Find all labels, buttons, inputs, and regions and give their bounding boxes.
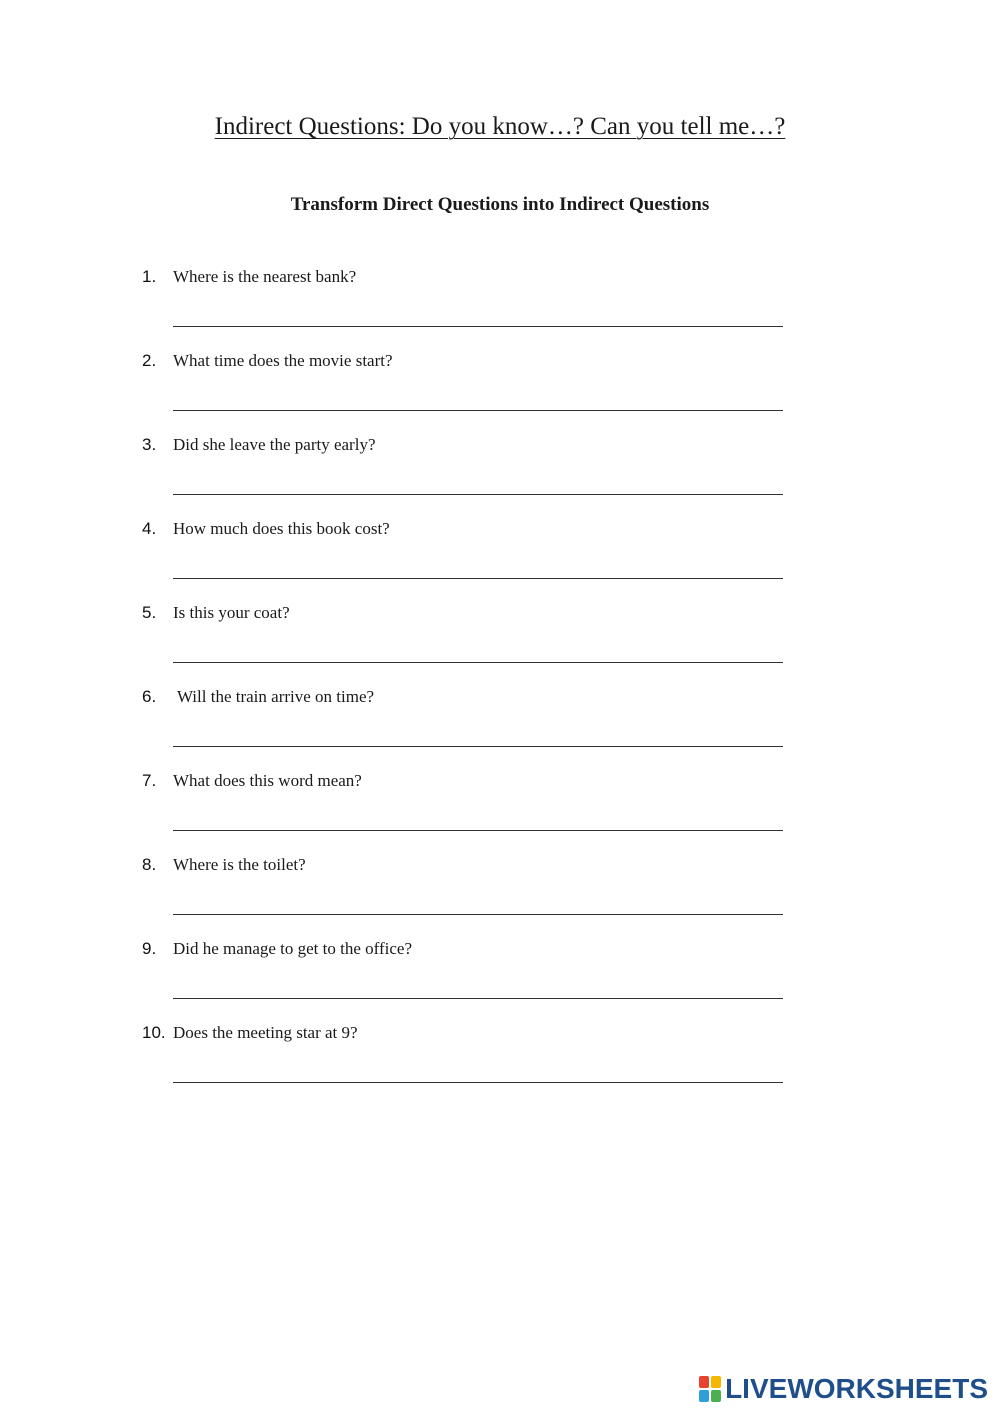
- question-item: [142, 600, 802, 684]
- question-item: [142, 1020, 802, 1104]
- question-number: 10.: [142, 1023, 166, 1042]
- brand-name: LIVEWORKSHEETS: [725, 1373, 988, 1404]
- question-text: Does the meeting star at 9?: [173, 1023, 358, 1042]
- answer-line[interactable]: [173, 914, 783, 915]
- answer-line[interactable]: [173, 998, 783, 999]
- answer-line[interactable]: [173, 578, 783, 579]
- question-item: [142, 936, 802, 1020]
- page-title: Indirect Questions: Do you know…? Can you tell me…?: [214, 113, 786, 140]
- question-number: 9.: [142, 939, 157, 958]
- question-item: [142, 516, 802, 600]
- answer-line[interactable]: [173, 410, 783, 411]
- question-number: 4.: [142, 519, 157, 538]
- question-text: Where is the nearest bank?: [173, 267, 357, 286]
- liveworksheets-brand[interactable]: [699, 1372, 988, 1406]
- question-item: [142, 768, 802, 852]
- instructions-heading: Transform Direct Questions into Indirect Questions: [290, 194, 710, 215]
- answer-line[interactable]: [173, 830, 783, 831]
- answer-line[interactable]: [173, 1082, 783, 1083]
- answer-line[interactable]: [173, 494, 783, 495]
- question-number: 8.: [142, 855, 157, 874]
- question-item: [142, 264, 802, 348]
- question-text: Where is the toilet?: [173, 855, 306, 874]
- question-text: What does this word mean?: [173, 771, 362, 790]
- question-text: Did she leave the party early?: [173, 435, 376, 454]
- question-number: 2.: [142, 351, 157, 370]
- liveworksheets-logo-icon: [699, 1376, 721, 1402]
- question-text: Did he manage to get to the office?: [173, 939, 413, 958]
- question-text: How much does this book cost?: [173, 519, 390, 538]
- question-text: Will the train arrive on time?: [173, 687, 375, 706]
- question-number: 6.: [142, 687, 157, 706]
- question-item: [142, 432, 802, 516]
- question-number: 3.: [142, 435, 157, 454]
- answer-line[interactable]: [173, 746, 783, 747]
- answer-line[interactable]: [173, 326, 783, 327]
- question-number: 5.: [142, 603, 157, 622]
- question-item: [142, 348, 802, 432]
- question-text: Is this your coat?: [173, 603, 290, 622]
- question-item: [142, 684, 802, 768]
- answer-line[interactable]: [173, 662, 783, 663]
- question-number: 1.: [142, 267, 157, 286]
- question-number: 7.: [142, 771, 157, 790]
- question-list: [142, 264, 802, 1104]
- question-item: [142, 852, 802, 936]
- question-text: What time does the movie start?: [173, 351, 393, 370]
